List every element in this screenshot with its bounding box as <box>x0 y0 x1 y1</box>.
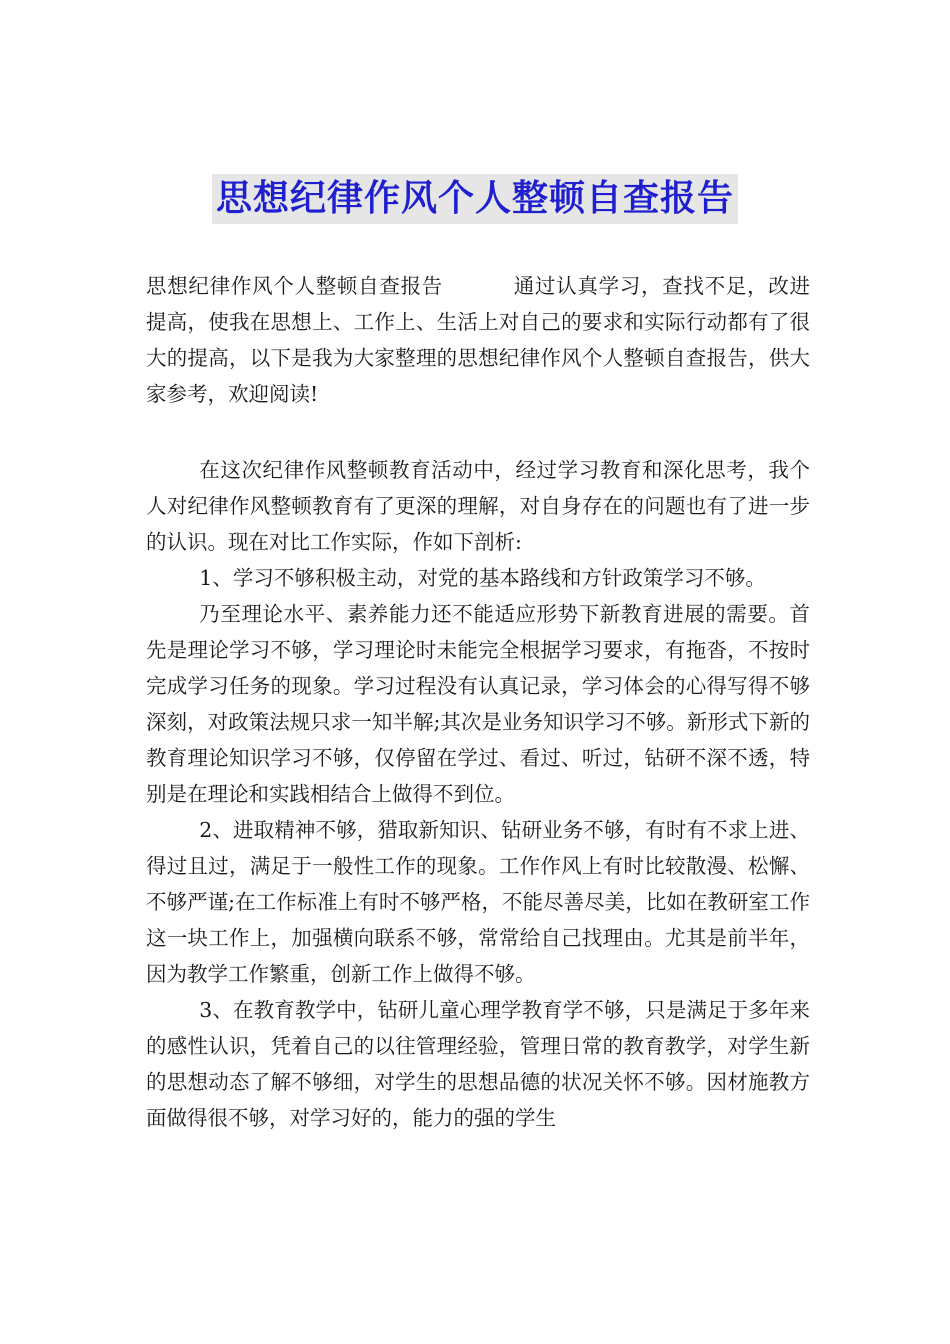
body-paragraph-3: 乃至理论水平、素养能力还不能适应形势下新教育进展的需要。首先是理论学习不够，学习理论时未能完全根据学习要求，有拖沓，不按时完成学习任务的现象。学习过程没有认真记录，学习体会的心得写得不够深刻，对政策法规只求一知半解;其次是业务知识学习不够。新形式下新的教育理论知识学习不够，仅停留在学过、看过、听过，钻研不深不透，特别是在理论和实践相结合上做得不到位。 <box>146 602 810 806</box>
body-paragraph-4: 2、进取精神不够，猎取新知识、钻研业务不够，有时有不求上进、得过且过，满足于一般性工作的现象。工作作风上有时比较散漫、松懈、不够严谨;在工作标准上有时不够严格，不能尽善尽美，比如在教研室工作这一块工作上，加强横向联系不够，常常给自己找理由。尤其是前半年，因为教学工作繁重，创新工作上做得不够。 <box>146 818 810 986</box>
paragraph-spacer <box>146 412 810 452</box>
body-paragraph-5: 3、在教育教学中，钻研儿童心理学教育学不够，只是满足于多年来的感性认识，凭着自己的以往管理经验，管理日常的教育教学，对学生新的思想动态了解不够细，对学生的思想品德的状况关怀不够。因材施教方面做得很不够，对学习好的，能力的强的学生 <box>146 998 810 1130</box>
document-body <box>146 268 810 1136</box>
document-title: 思想纪律作风个人整顿自查报告 <box>212 174 738 224</box>
intro-text: 通过认真学习，查找不足，改进提高，使我在思想上、工作上、生活上对自己的要求和实际行动都有了很大的提高，以下是我为大家整理的思想纪律作风个人整顿自查报告，供大家参考，欢迎阅读! <box>146 274 810 406</box>
intro-paragraph <box>146 268 810 412</box>
title-container <box>0 174 950 224</box>
body-paragraph-2: 1、学习不够积极主动，对党的基本路线和方针政策学习不够。 <box>199 566 766 590</box>
body-paragraph-1: 在这次纪律作风整顿教育活动中，经过学习教育和深化思考，我个人对纪律作风整顿教育有了更深的理解，对自身存在的问题也有了进一步的认识。现在对比工作实际，作如下剖析: <box>146 458 810 554</box>
intro-lead: 思想纪律作风个人整顿自查报告 <box>146 274 443 298</box>
